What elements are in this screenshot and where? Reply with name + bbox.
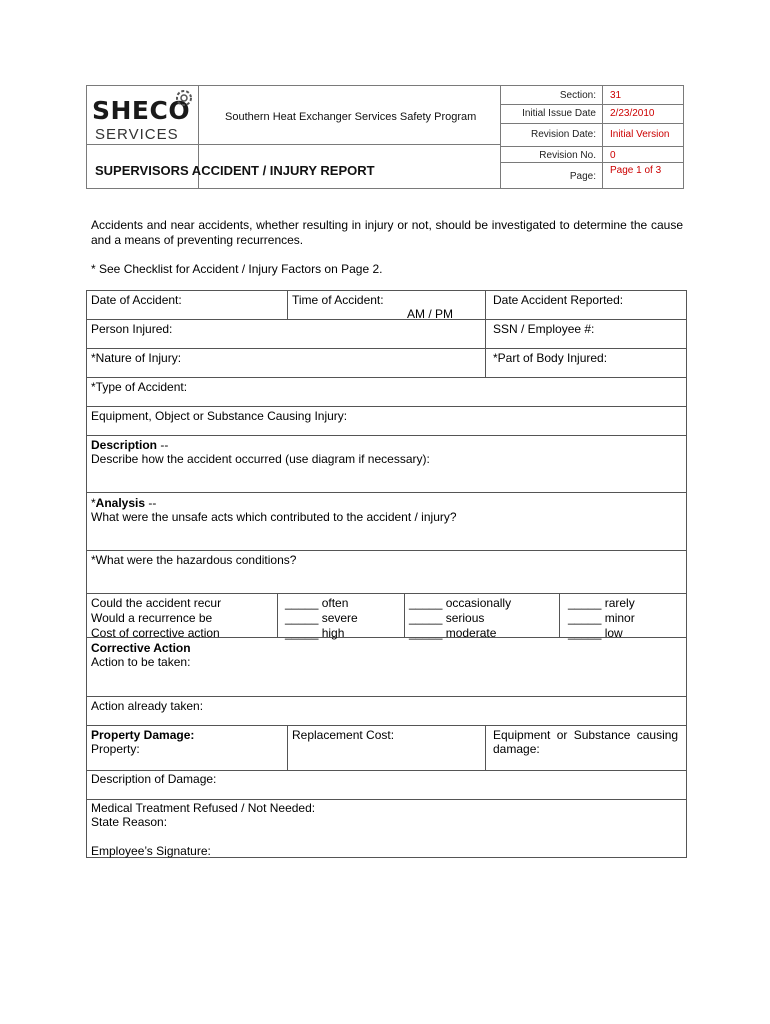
cost-label: Cost of corrective action [91,626,220,640]
header-divider [500,162,684,163]
header-divider [500,146,684,147]
severity-option-serious[interactable]: _____ serious [409,611,485,625]
row-divider [87,770,686,771]
severity-option-severe[interactable]: _____ severe [285,611,358,625]
program-name: Southern Heat Exchanger Services Safety Program [225,111,477,123]
accident-report-form [86,290,687,858]
row-divider [87,377,686,378]
analysis-dash: -- [145,496,157,510]
equipment-damage-label-text: Equipment or Substance causing [493,728,679,742]
replacement-cost-label[interactable]: Replacement Cost: [292,728,395,742]
revision-date-label: Revision Date: [530,129,596,140]
row-divider [87,725,686,726]
recur-option-occasionally[interactable]: _____ occasionally [409,596,512,610]
description-prompt[interactable]: Describe how the accident occurred (use diagram if necessary): [91,452,430,466]
cost-option-moderate[interactable]: _____ moderate [409,626,497,640]
severity-label: Would a recurrence be [91,611,213,625]
employee-signature-label[interactable]: Employee’s Signature: [91,844,211,858]
analysis-prompt[interactable]: What were the unsafe acts which contributed to the accident / injury? [91,510,457,524]
section-value: 31 [610,90,622,101]
analysis-heading [91,496,156,510]
ssn-label[interactable]: SSN / Employee #: [493,322,595,336]
revision-no-value: 0 [610,150,616,161]
col-divider [559,593,560,637]
row-divider [87,435,686,436]
analysis-heading-bold: Analysis [95,496,146,510]
col-divider [287,725,288,770]
checklist-note: * See Checklist for Accident / Injury Factors on Page 2. [91,262,383,276]
revision-no-label: Revision No. [539,150,596,161]
page-title: SUPERVISORS ACCIDENT / INJURY REPORT [95,163,375,178]
analysis-star: * [91,496,96,510]
revision-date-value: Initial Version [610,129,670,140]
description-heading [91,438,168,452]
header-divider [500,123,684,124]
action-to-be-taken-label[interactable]: Action to be taken: [91,655,191,669]
equipment-damage-label-line1[interactable] [493,728,681,742]
col-divider [485,291,486,377]
issue-date-label: Initial Issue Date [522,108,596,119]
issue-date-value: 2/23/2010 [610,108,655,119]
action-already-taken-label[interactable]: Action already taken: [91,699,204,713]
state-reason-label[interactable]: State Reason: [91,815,168,829]
severity-option-minor[interactable]: _____ minor [568,611,635,625]
corrective-action-heading: Corrective Action [91,641,191,655]
date-of-accident-label[interactable]: Date of Accident: [91,293,182,307]
row-divider [87,799,686,800]
row-divider [87,550,686,551]
row-divider [87,319,686,320]
hazard-prompt[interactable]: *What were the hazardous conditions? [91,553,297,567]
medical-treatment-label[interactable]: Medical Treatment Refused / Not Needed: [91,801,316,815]
row-divider [87,348,686,349]
nature-of-injury-label[interactable]: *Nature of Injury: [91,351,182,365]
type-of-accident-label[interactable]: *Type of Accident: [91,380,188,394]
recur-label: Could the accident recur [91,596,222,610]
date-reported-label[interactable]: Date Accident Reported: [493,293,624,307]
col-divider [404,593,405,637]
am-pm-label[interactable]: AM / PM [407,307,454,321]
col-divider [485,725,486,770]
row-divider [87,593,686,594]
equipment-damage-label-line2[interactable]: damage: [493,742,540,756]
property-damage-heading: Property Damage: [91,728,195,742]
description-dash: -- [157,438,169,452]
recur-option-often[interactable]: _____ often [285,596,349,610]
time-of-accident-label[interactable]: Time of Accident: [292,293,384,307]
row-divider [87,696,686,697]
row-divider [87,492,686,493]
company-logo: SHECO [92,96,191,125]
col-divider [277,593,278,637]
document-header [86,85,684,189]
header-divider [500,104,684,105]
header-divider [87,144,500,145]
property-label[interactable]: Property: [91,742,140,756]
cost-option-low[interactable]: _____ low [568,626,623,640]
row-divider [87,406,686,407]
description-heading-bold: Description [91,438,158,452]
col-divider [287,291,288,319]
page-label: Page: [569,171,596,182]
equipment-label[interactable]: Equipment, Object or Substance Causing Injury: [91,409,348,423]
company-logo-subtitle: SERVICES [95,126,179,143]
gear-icon [174,88,194,108]
header-divider [602,86,603,188]
recur-option-rarely[interactable]: _____ rarely [568,596,635,610]
section-label: Section: [559,90,596,101]
body-part-label[interactable]: *Part of Body Injured: [493,351,608,365]
intro-paragraph: Accidents and near accidents, whether resulting in injury or not, should be investigated to determine the cause and a means of preventing recurrences. [91,218,683,247]
person-injured-label[interactable]: Person Injured: [91,322,173,336]
description-of-damage-label[interactable]: Description of Damage: [91,772,217,786]
cost-option-high[interactable]: _____ high [285,626,345,640]
page-value: Page 1 of 3 [610,165,662,176]
